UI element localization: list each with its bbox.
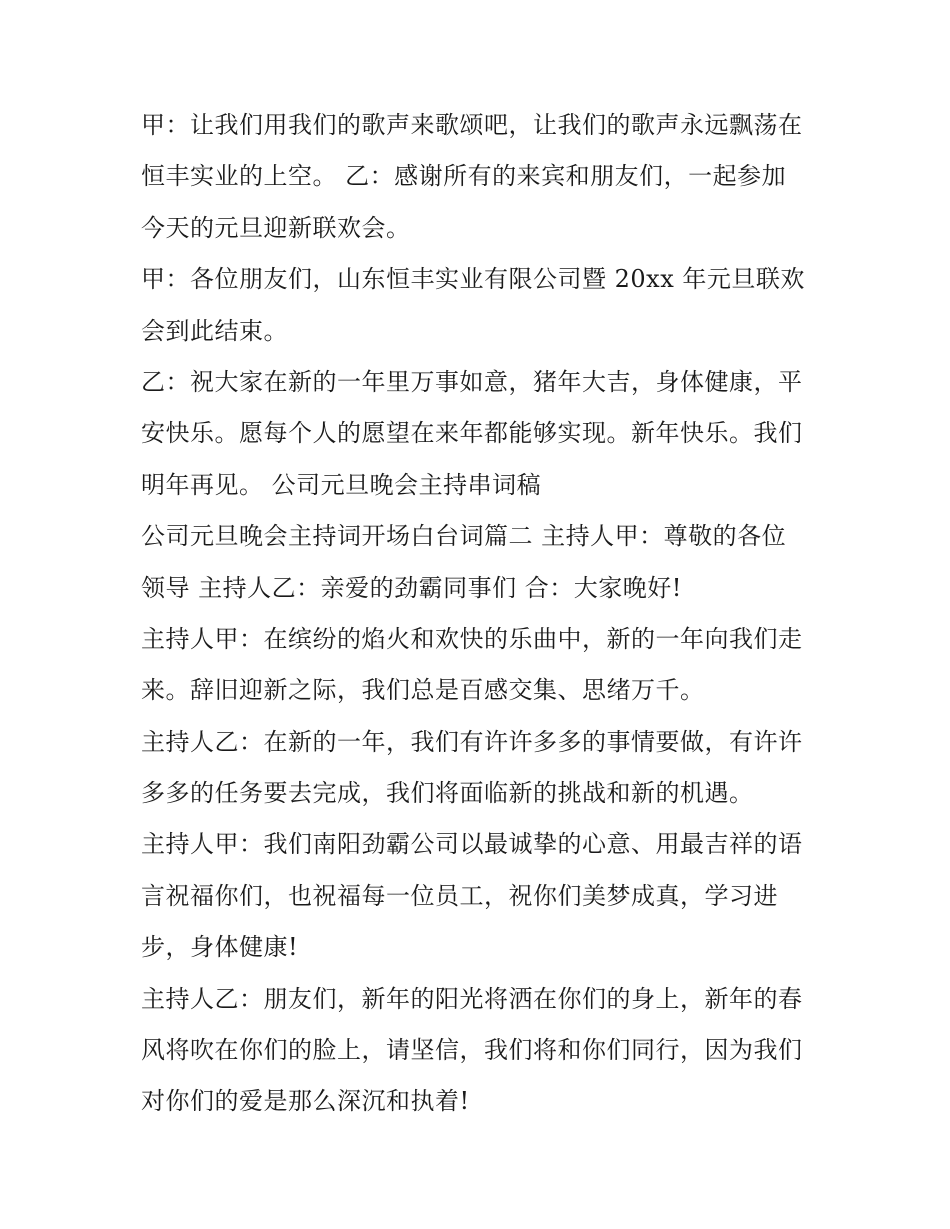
text-line: 恒丰实业的上空。 乙：感谢所有的来宾和朋友们，一起参加 <box>141 162 787 191</box>
text-line: 多多的任务要去完成，我们将面临新的挑战和新的机遇。 <box>141 779 754 808</box>
text-line: 主持人甲：在缤纷的焰火和欢快的乐曲中，新的一年向我们走 <box>141 624 803 653</box>
text-line: 主持人甲：我们南阳劲霸公司以最诚挚的心意、用最吉祥的语 <box>141 830 803 859</box>
text-line: 风将吹在你们的脸上，请坚信，我们将和你们同行，因为我们 <box>141 1036 803 1065</box>
text-line: 主持人乙：在新的一年，我们有许许多多的事情要做，有许许 <box>141 727 803 756</box>
text-line: 会到此结束。 <box>141 316 288 345</box>
text-line: 甲：各位朋友们，山东恒丰实业有限公司暨 20xx 年元旦联欢 <box>141 265 805 294</box>
text-line: 安快乐。愿每个人的愿望在来年都能够实现。新年快乐。我们 <box>141 419 803 448</box>
text-line: 主持人乙：朋友们，新年的阳光将洒在你们的身上，新年的春 <box>141 984 803 1013</box>
text-line: 明年再见。 公司元旦晚会主持串词稿 <box>141 470 542 499</box>
text-line: 对你们的爱是那么深沉和执着! <box>141 1087 470 1116</box>
text-line: 言祝福你们，也祝福每一位员工，祝你们美梦成真，学习进 <box>141 881 778 910</box>
text-line: 今天的元旦迎新联欢会。 <box>141 213 411 242</box>
document-text-body <box>141 100 821 1128</box>
text-line: 公司元旦晚会主持词开场白台词篇二 主持人甲：尊敬的各位 <box>141 522 787 551</box>
text-line: 来。辞旧迎新之际，我们总是百感交集、思绪万千。 <box>141 676 705 705</box>
text-line: 甲：让我们用我们的歌声来歌颂吧，让我们的歌声永远飘荡在 <box>141 111 803 139</box>
text-line: 乙：祝大家在新的一年里万事如意，猪年大吉，身体健康，平 <box>141 367 803 396</box>
text-line: 领导 主持人乙：亲爱的劲霸同事们 合：大家晚好! <box>141 573 682 602</box>
text-line: 步，身体健康! <box>141 933 299 962</box>
